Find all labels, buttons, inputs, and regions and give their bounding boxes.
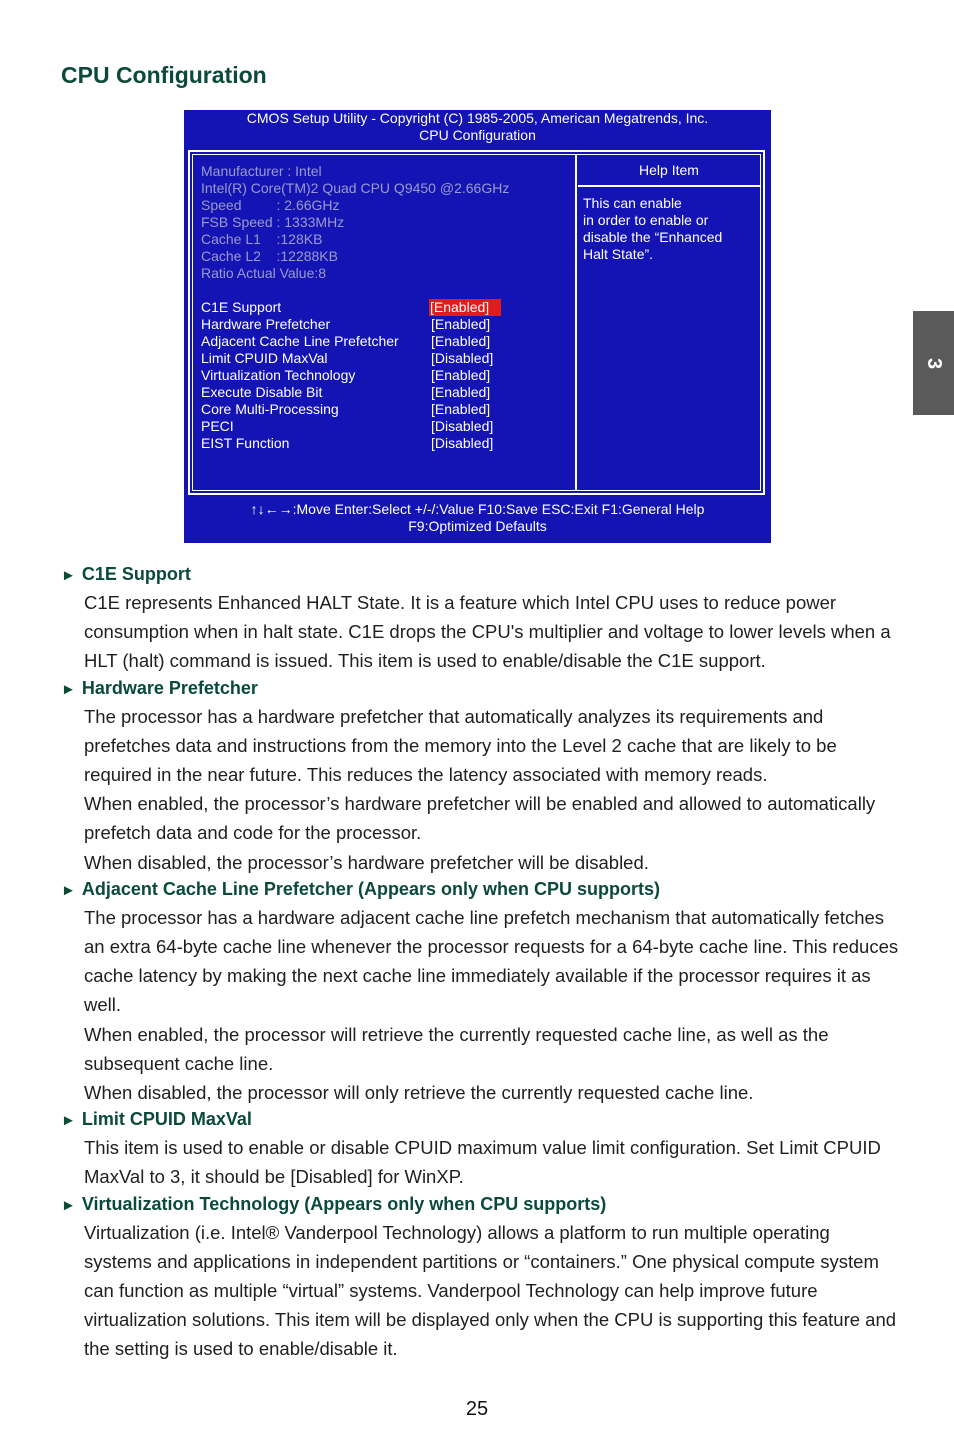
option-value[interactable]: [Disabled] — [431, 435, 494, 451]
option-label: Core Multi-Processing — [201, 401, 339, 417]
document-body — [61, 562, 901, 1364]
option-peci[interactable] — [201, 418, 576, 435]
paragraph: When disabled, the processor will only retrieve the currently requested cache line. — [84, 1082, 754, 1104]
key-hints: ↑↓←→:Move Enter:Select +/-/:Value F10:Save ESC:Exit F1:General Help — [250, 501, 705, 517]
option-execute-disable[interactable] — [201, 384, 576, 401]
chapter-number: 3 — [923, 357, 945, 369]
option-label: Hardware Prefetcher — [201, 316, 331, 332]
info-cache-l1: Cache L1 :128KB — [201, 231, 323, 247]
paragraph: C1E represents Enhanced HALT State. It is a feature which Intel CPU uses to reduce power consumption when in halt state. C1E drops the CPU's multiplier and voltage to lower levels when a HLT (halt) command is issued. This item is used to enable/disable the C1E support. — [84, 592, 891, 672]
option-limit-cpuid[interactable] — [201, 350, 576, 367]
option-value[interactable]: [Disabled] — [431, 418, 494, 434]
bios-header-subtitle: CPU Configuration — [419, 127, 536, 143]
paragraph: This item is used to enable or disable CPUID maximum value limit configuration. Set Limit CPUID MaxVal to 3, it should be [Disabled] for WinXP. — [84, 1137, 881, 1188]
paragraph: When disabled, the processor’s hardware prefetcher will be disabled. — [84, 851, 649, 873]
bios-frame-inner — [192, 154, 761, 491]
info-speed: Speed : 2.66GHz — [201, 197, 340, 213]
option-adjacent-cache-line[interactable] — [201, 333, 576, 350]
option-label: Limit CPUID MaxVal — [201, 350, 328, 366]
option-label: PECI — [201, 418, 234, 434]
chapter-tab — [913, 311, 954, 415]
option-eist-function[interactable] — [201, 435, 576, 452]
page-number: 25 — [465, 1398, 489, 1420]
option-label: EIST Function — [201, 435, 290, 451]
help-line: disable the “Enhanced — [583, 229, 723, 245]
paragraph: When enabled, the processor’s hardware prefetcher will be enabled and allowed to automatically prefetch data and code for the processor. — [84, 793, 876, 844]
section-heading-c1e — [61, 562, 901, 588]
option-label: Adjacent Cache Line Prefetcher — [201, 333, 399, 349]
option-value[interactable]: [Enabled] — [431, 384, 491, 400]
option-value[interactable]: [Enabled] — [431, 401, 491, 417]
bios-header — [184, 110, 771, 144]
info-ratio: Ratio Actual Value:8 — [201, 265, 327, 281]
option-label: Execute Disable Bit — [201, 384, 323, 400]
triangle-bullet-icon: ► — [61, 567, 76, 584]
option-value[interactable]: [Enabled] — [431, 367, 491, 383]
option-virtualization[interactable] — [201, 367, 576, 384]
info-fsb-speed: FSB Speed : 1333MHz — [201, 214, 345, 230]
paragraph: When enabled, the processor will retrieve the currently requested cache line, as well as the subsequent cache line. — [84, 1023, 829, 1074]
bios-screenshot — [184, 110, 771, 543]
help-text — [583, 195, 758, 263]
triangle-bullet-icon: ► — [61, 680, 76, 698]
panel-divider — [575, 155, 577, 490]
paragraph: The processor has a hardware prefetcher that automatically analyzes its requirements and prefetches data and instructions from the memory into the Level 2 cache that are likely to be required in the near future. This reduces the latency associated with memory reads. — [84, 705, 837, 786]
option-c1e-support[interactable] — [201, 299, 576, 316]
option-value[interactable]: [Enabled] — [431, 316, 491, 332]
section-heading-virtualization — [61, 1192, 901, 1218]
help-title: Help Item — [578, 155, 760, 187]
help-line: in order to enable or — [583, 212, 709, 228]
help-line: This can enable — [583, 195, 682, 211]
option-label: C1E Support — [201, 299, 282, 315]
page-title: CPU Configuration — [61, 62, 267, 88]
option-core-multi-processing[interactable] — [201, 401, 576, 418]
triangle-bullet-icon: ► — [61, 1112, 76, 1130]
section-title: Adjacent Cache Line Prefetcher (Appears only when CPU supports) — [81, 878, 660, 899]
section-heading-hardware-prefetcher — [61, 676, 901, 702]
info-manufacturer: Manufacturer : Intel — [201, 163, 322, 179]
bios-header-title: CMOS Setup Utility - Copyright (C) 1985-2005, American Megatrends, Inc. — [246, 110, 709, 126]
option-value[interactable]: [Disabled] — [431, 350, 494, 366]
paragraph: Virtualization (i.e. Intel® Vanderpool Technology) allows a platform to run multiple operating systems and applications in independent partitions or “containers.” One physical compute system can function as multiple “virtual” systems. Vanderpool Technology can help improve future virtualization solutions. This item will be displayed only when the CPU is supporting this feature and the setting is used to enable/disable it. — [84, 1221, 897, 1360]
key-hint-defaults: F9:Optimized Defaults — [408, 518, 547, 534]
section-heading-limit-cpuid — [61, 1107, 901, 1133]
option-value-selected[interactable]: [Enabled] — [429, 299, 501, 316]
triangle-bullet-icon: ► — [61, 881, 76, 899]
section-title: Hardware Prefetcher — [81, 677, 258, 698]
paragraph: The processor has a hardware adjacent cache line prefetch mechanism that automatically fetches an extra 64-byte cache line whenever the processor requests for a 64-byte cache line. This reduces cache latency by making the next cache line immediately available if the processor requires it as well. — [84, 906, 899, 1016]
option-hardware-prefetcher[interactable] — [201, 316, 576, 333]
bios-settings-panel — [201, 163, 576, 452]
bios-footer — [184, 501, 771, 535]
info-cache-l2: Cache L2 :12288KB — [201, 248, 338, 264]
section-title: Limit CPUID MaxVal — [81, 1109, 252, 1130]
option-value[interactable]: [Enabled] — [431, 333, 491, 349]
triangle-bullet-icon: ► — [61, 1196, 76, 1214]
option-label: Virtualization Technology — [201, 367, 356, 383]
bios-frame — [188, 150, 765, 495]
section-heading-adjacent-cache — [61, 877, 901, 903]
section-title: Virtualization Technology (Appears only when CPU supports) — [81, 1193, 607, 1214]
section-title: C1E Support — [81, 564, 191, 584]
help-line: Halt State”. — [583, 246, 654, 262]
info-cpu-model: Intel(R) Core(TM)2 Quad CPU Q9450 @2.66GHz — [201, 180, 510, 196]
